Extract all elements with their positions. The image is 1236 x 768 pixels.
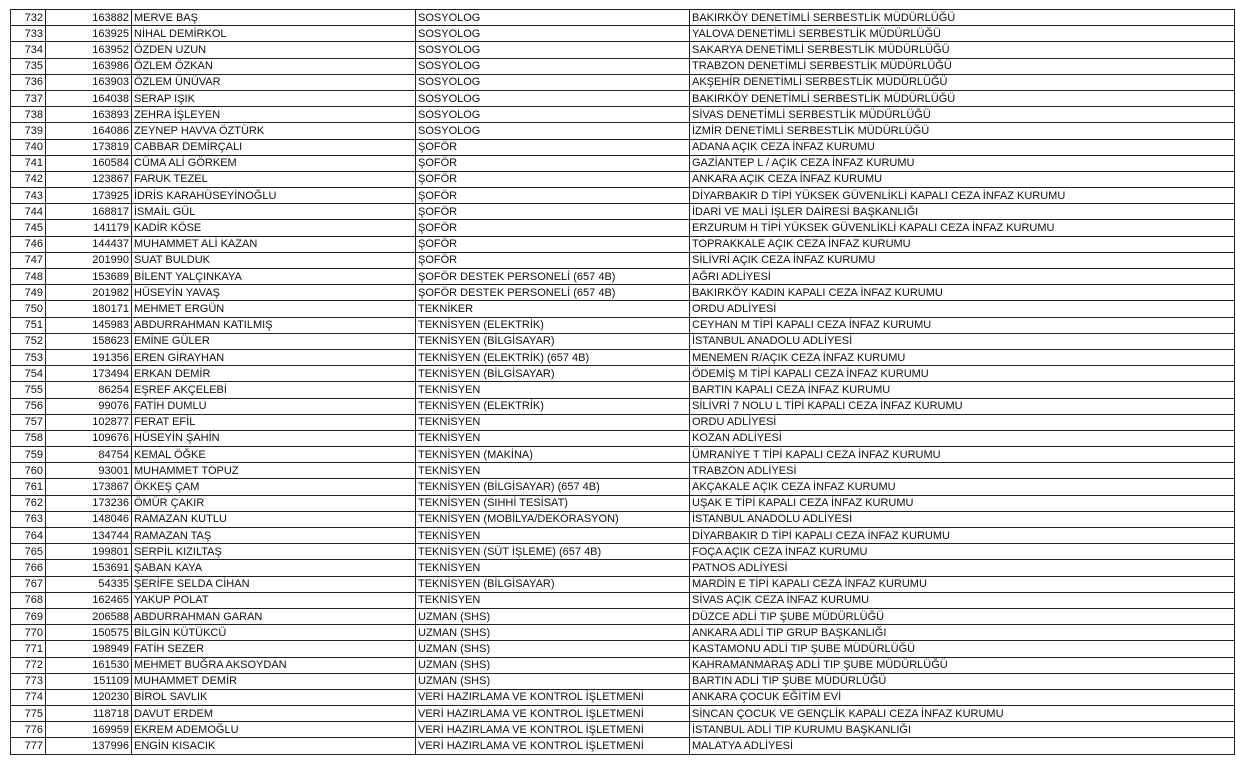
registry-number-cell: 163925 xyxy=(46,26,132,42)
registry-number-cell: 134744 xyxy=(46,528,132,544)
row-number-cell: 754 xyxy=(11,366,46,382)
registry-number-cell: 99076 xyxy=(46,398,132,414)
person-name-cell: ABDURRAHMAN KATILMIŞ xyxy=(132,317,416,333)
person-name-cell: FERAT EFİL xyxy=(132,414,416,430)
registry-number-cell: 148046 xyxy=(46,511,132,527)
row-number-cell: 759 xyxy=(11,447,46,463)
table-row xyxy=(11,58,1235,74)
job-title-cell: TEKNİKER xyxy=(416,301,690,317)
registry-number-cell: 163882 xyxy=(46,10,132,26)
person-name-cell: CÜMA ALİ GÖRKEM xyxy=(132,155,416,171)
registry-number-cell: 173867 xyxy=(46,479,132,495)
registry-number-cell: 145983 xyxy=(46,317,132,333)
job-title-cell: ŞOFÖR xyxy=(416,155,690,171)
row-number-cell: 749 xyxy=(11,285,46,301)
person-name-cell: NİHAL DEMİRKOL xyxy=(132,26,416,42)
registry-number-cell: 153689 xyxy=(46,269,132,285)
job-title-cell: SOSYOLOG xyxy=(416,107,690,123)
job-title-cell: TEKNİSYEN xyxy=(416,560,690,576)
row-number-cell: 760 xyxy=(11,463,46,479)
registry-number-cell: 198949 xyxy=(46,641,132,657)
row-number-cell: 741 xyxy=(11,155,46,171)
table-row xyxy=(11,269,1235,285)
registry-number-cell: 201990 xyxy=(46,252,132,268)
row-number-cell: 758 xyxy=(11,430,46,446)
registry-number-cell: 173236 xyxy=(46,495,132,511)
person-name-cell: MEHMET ERGÜN xyxy=(132,301,416,317)
person-name-cell: HÜSEYİN YAVAŞ xyxy=(132,285,416,301)
assigned-unit-cell: TRABZON ADLİYESİ xyxy=(690,463,1235,479)
person-name-cell: BİLENT YALÇINKAYA xyxy=(132,269,416,285)
assigned-unit-cell: ERZURUM H TİPİ YÜKSEK GÜVENLİKLİ KAPALI CEZA İNFAZ KURUMU xyxy=(690,220,1235,236)
table-row xyxy=(11,511,1235,527)
row-number-cell: 750 xyxy=(11,301,46,317)
assigned-unit-cell: İSTANBUL ANADOLU ADLİYESİ xyxy=(690,511,1235,527)
job-title-cell: ŞOFÖR xyxy=(416,236,690,252)
person-name-cell: BİROL SAVLIK xyxy=(132,689,416,705)
row-number-cell: 776 xyxy=(11,722,46,738)
registry-number-cell: 84754 xyxy=(46,447,132,463)
row-number-cell: 772 xyxy=(11,657,46,673)
registry-number-cell: 151109 xyxy=(46,673,132,689)
table-row xyxy=(11,171,1235,187)
row-number-cell: 735 xyxy=(11,58,46,74)
person-name-cell: BİLGİN KÜTÜKCÜ xyxy=(132,625,416,641)
person-name-cell: FARUK TEZEL xyxy=(132,171,416,187)
person-name-cell: MEHMET BUĞRA AKSOYDAN xyxy=(132,657,416,673)
job-title-cell: ŞOFÖR xyxy=(416,204,690,220)
table-row xyxy=(11,657,1235,673)
registry-number-cell: 173925 xyxy=(46,188,132,204)
person-name-cell: İSMAİL GÜL xyxy=(132,204,416,220)
table-row xyxy=(11,42,1235,58)
table-row xyxy=(11,317,1235,333)
job-title-cell: TEKNİSYEN (ELEKTRİK) (657 4B) xyxy=(416,349,690,365)
assigned-unit-cell: ADANA AÇIK CEZA İNFAZ KURUMU xyxy=(690,139,1235,155)
registry-number-cell: 123867 xyxy=(46,171,132,187)
job-title-cell: TEKNİSYEN (MAKİNA) xyxy=(416,447,690,463)
row-number-cell: 775 xyxy=(11,706,46,722)
job-title-cell: UZMAN (SHS) xyxy=(416,657,690,673)
table-row xyxy=(11,706,1235,722)
job-title-cell: ŞOFÖR DESTEK PERSONELİ (657 4B) xyxy=(416,285,690,301)
row-number-cell: 764 xyxy=(11,528,46,544)
registry-number-cell: 168817 xyxy=(46,204,132,220)
row-number-cell: 733 xyxy=(11,26,46,42)
assigned-unit-cell: ORDU ADLİYESİ xyxy=(690,414,1235,430)
table-row xyxy=(11,625,1235,641)
table-row xyxy=(11,236,1235,252)
person-name-cell: ENGİN KISACIK xyxy=(132,738,416,754)
row-number-cell: 753 xyxy=(11,349,46,365)
registry-number-cell: 86254 xyxy=(46,382,132,398)
job-title-cell: TEKNİSYEN (SIHHİ TESİSAT) xyxy=(416,495,690,511)
job-title-cell: SOSYOLOG xyxy=(416,58,690,74)
person-name-cell: ŞERİFE SELDA CİHAN xyxy=(132,576,416,592)
assigned-unit-cell: MALATYA ADLİYESİ xyxy=(690,738,1235,754)
person-name-cell: EREN GİRAYHAN xyxy=(132,349,416,365)
person-name-cell: FATİH SEZER xyxy=(132,641,416,657)
assigned-unit-cell: ANKARA AÇIK CEZA İNFAZ KURUMU xyxy=(690,171,1235,187)
registry-number-cell: 137996 xyxy=(46,738,132,754)
assigned-unit-cell: İZMİR DENETİMLİ SERBESTLİK MÜDÜRLÜĞÜ xyxy=(690,123,1235,139)
assigned-unit-cell: İSTANBUL ANADOLU ADLİYESİ xyxy=(690,333,1235,349)
table-row xyxy=(11,90,1235,106)
assigned-unit-cell: TOPRAKKALE AÇIK CEZA İNFAZ KURUMU xyxy=(690,236,1235,252)
person-name-cell: ZEHRA İŞLEYEN xyxy=(132,107,416,123)
job-title-cell: SOSYOLOG xyxy=(416,26,690,42)
registry-number-cell: 163903 xyxy=(46,74,132,90)
table-row xyxy=(11,188,1235,204)
row-number-cell: 746 xyxy=(11,236,46,252)
table-row xyxy=(11,592,1235,608)
job-title-cell: VERİ HAZIRLAMA VE KONTROL İŞLETMENİ xyxy=(416,738,690,754)
row-number-cell: 752 xyxy=(11,333,46,349)
registry-number-cell: 162465 xyxy=(46,592,132,608)
personnel-table xyxy=(10,9,1235,755)
row-number-cell: 757 xyxy=(11,414,46,430)
person-name-cell: ŞABAN KAYA xyxy=(132,560,416,576)
table-row xyxy=(11,10,1235,26)
assigned-unit-cell: KASTAMONU ADLİ TIP ŞUBE MÜDÜRLÜĞÜ xyxy=(690,641,1235,657)
assigned-unit-cell: GAZİANTEP L / AÇIK CEZA İNFAZ KURUMU xyxy=(690,155,1235,171)
assigned-unit-cell: DÜZCE ADLİ TIP ŞUBE MÜDÜRLÜĞÜ xyxy=(690,608,1235,624)
person-name-cell: EMİNE GÜLER xyxy=(132,333,416,349)
person-name-cell: ÖMÜR ÇAKIR xyxy=(132,495,416,511)
person-name-cell: ÖZLEM ÜNÜVAR xyxy=(132,74,416,90)
registry-number-cell: 160584 xyxy=(46,155,132,171)
row-number-cell: 745 xyxy=(11,220,46,236)
registry-number-cell: 173494 xyxy=(46,366,132,382)
assigned-unit-cell: FOÇA AÇIK CEZA İNFAZ KURUMU xyxy=(690,544,1235,560)
registry-number-cell: 206588 xyxy=(46,608,132,624)
registry-number-cell: 141179 xyxy=(46,220,132,236)
table-body xyxy=(11,10,1235,755)
job-title-cell: TEKNİSYEN (BİLGİSAYAR) xyxy=(416,366,690,382)
row-number-cell: 771 xyxy=(11,641,46,657)
registry-number-cell: 93001 xyxy=(46,463,132,479)
assigned-unit-cell: ÜMRANİYE T TİPİ KAPALI CEZA İNFAZ KURUMU xyxy=(690,447,1235,463)
registry-number-cell: 144437 xyxy=(46,236,132,252)
person-name-cell: MUHAMMET ALİ KAZAN xyxy=(132,236,416,252)
job-title-cell: SOSYOLOG xyxy=(416,42,690,58)
person-name-cell: CABBAR DEMİRÇALI xyxy=(132,139,416,155)
assigned-unit-cell: TRABZON DENETİMLİ SERBESTLİK MÜDÜRLÜĞÜ xyxy=(690,58,1235,74)
person-name-cell: MERVE BAŞ xyxy=(132,10,416,26)
assigned-unit-cell: AKŞEHİR DENETİMLİ SERBESTLİK MÜDÜRLÜĞÜ xyxy=(690,74,1235,90)
row-number-cell: 755 xyxy=(11,382,46,398)
job-title-cell: TEKNİSYEN (ELEKTRİK) xyxy=(416,317,690,333)
row-number-cell: 761 xyxy=(11,479,46,495)
person-name-cell: MUHAMMET DEMİR xyxy=(132,673,416,689)
person-name-cell: MUHAMMET TOPUZ xyxy=(132,463,416,479)
row-number-cell: 751 xyxy=(11,317,46,333)
assigned-unit-cell: ANKARA ÇOCUK EĞİTİM EVİ xyxy=(690,689,1235,705)
row-number-cell: 740 xyxy=(11,139,46,155)
row-number-cell: 732 xyxy=(11,10,46,26)
table-row xyxy=(11,204,1235,220)
table-row xyxy=(11,220,1235,236)
job-title-cell: TEKNİSYEN (BİLGİSAYAR) (657 4B) xyxy=(416,479,690,495)
row-number-cell: 743 xyxy=(11,188,46,204)
job-title-cell: TEKNİSYEN (ELEKTRİK) xyxy=(416,398,690,414)
row-number-cell: 736 xyxy=(11,74,46,90)
job-title-cell: TEKNİSYEN (MOBİLYA/DEKORASYON) xyxy=(416,511,690,527)
assigned-unit-cell: MARDİN E TİPİ KAPALI CEZA İNFAZ KURUMU xyxy=(690,576,1235,592)
row-number-cell: 777 xyxy=(11,738,46,754)
assigned-unit-cell: BAKIRKÖY KADIN KAPALI CEZA İNFAZ KURUMU xyxy=(690,285,1235,301)
job-title-cell: TEKNİSYEN (SÜT İŞLEME) (657 4B) xyxy=(416,544,690,560)
table-row xyxy=(11,301,1235,317)
row-number-cell: 767 xyxy=(11,576,46,592)
table-row xyxy=(11,74,1235,90)
table-row xyxy=(11,447,1235,463)
person-name-cell: YAKUP POLAT xyxy=(132,592,416,608)
row-number-cell: 739 xyxy=(11,123,46,139)
table-row xyxy=(11,560,1235,576)
assigned-unit-cell: SİNCAN ÇOCUK VE GENÇLİK KAPALI CEZA İNFAZ KURUMU xyxy=(690,706,1235,722)
table-row xyxy=(11,382,1235,398)
table-row xyxy=(11,252,1235,268)
assigned-unit-cell: CEYHAN M TİPİ KAPALI CEZA İNFAZ KURUMU xyxy=(690,317,1235,333)
assigned-unit-cell: PATNOS ADLİYESİ xyxy=(690,560,1235,576)
job-title-cell: VERİ HAZIRLAMA VE KONTROL İŞLETMENİ xyxy=(416,722,690,738)
table-row xyxy=(11,495,1235,511)
table-row xyxy=(11,107,1235,123)
assigned-unit-cell: ÖDEMİŞ M TİPİ KAPALI CEZA İNFAZ KURUMU xyxy=(690,366,1235,382)
job-title-cell: UZMAN (SHS) xyxy=(416,608,690,624)
job-title-cell: TEKNİSYEN xyxy=(416,382,690,398)
row-number-cell: 744 xyxy=(11,204,46,220)
registry-number-cell: 201982 xyxy=(46,285,132,301)
registry-number-cell: 164086 xyxy=(46,123,132,139)
job-title-cell: TEKNİSYEN xyxy=(416,592,690,608)
row-number-cell: 768 xyxy=(11,592,46,608)
row-number-cell: 742 xyxy=(11,171,46,187)
job-title-cell: ŞOFÖR xyxy=(416,171,690,187)
table-row xyxy=(11,528,1235,544)
table-row xyxy=(11,738,1235,754)
table-row xyxy=(11,641,1235,657)
table-row xyxy=(11,722,1235,738)
person-name-cell: ZEYNEP HAVVA ÖZTÜRK xyxy=(132,123,416,139)
assigned-unit-cell: AĞRI ADLİYESİ xyxy=(690,269,1235,285)
job-title-cell: TEKNİSYEN (BİLGİSAYAR) xyxy=(416,576,690,592)
assigned-unit-cell: DİYARBAKIR D TİPİ YÜKSEK GÜVENLİKLİ KAPALI CEZA İNFAZ KURUMU xyxy=(690,188,1235,204)
person-name-cell: DAVUT ERDEM xyxy=(132,706,416,722)
assigned-unit-cell: BAKIRKÖY DENETİMLİ SERBESTLİK MÜDÜRLÜĞÜ xyxy=(690,90,1235,106)
row-number-cell: 748 xyxy=(11,269,46,285)
person-name-cell: KEMAL ÖĞKE xyxy=(132,447,416,463)
row-number-cell: 734 xyxy=(11,42,46,58)
registry-number-cell: 109676 xyxy=(46,430,132,446)
assigned-unit-cell: YALOVA DENETİMLİ SERBESTLİK MÜDÜRLÜĞÜ xyxy=(690,26,1235,42)
registry-number-cell: 169959 xyxy=(46,722,132,738)
table-row xyxy=(11,333,1235,349)
table-row xyxy=(11,366,1235,382)
person-name-cell: RAMAZAN TAŞ xyxy=(132,528,416,544)
job-title-cell: VERİ HAZIRLAMA VE KONTROL İŞLETMENİ xyxy=(416,706,690,722)
assigned-unit-cell: ANKARA ADLİ TIP GRUP BAŞKANLIĞI xyxy=(690,625,1235,641)
person-name-cell: RAMAZAN KUTLU xyxy=(132,511,416,527)
job-title-cell: SOSYOLOG xyxy=(416,10,690,26)
job-title-cell: TEKNİSYEN xyxy=(416,463,690,479)
registry-number-cell: 191356 xyxy=(46,349,132,365)
registry-number-cell: 163952 xyxy=(46,42,132,58)
person-name-cell: KADİR KÖSE xyxy=(132,220,416,236)
job-title-cell: VERİ HAZIRLAMA VE KONTROL İŞLETMENİ xyxy=(416,689,690,705)
person-name-cell: EŞREF AKÇELEBİ xyxy=(132,382,416,398)
table-row xyxy=(11,26,1235,42)
person-name-cell: SUAT BULDUK xyxy=(132,252,416,268)
person-name-cell: SERAP IŞIK xyxy=(132,90,416,106)
person-name-cell: HÜSEYİN ŞAHİN xyxy=(132,430,416,446)
assigned-unit-cell: MENEMEN R/AÇIK CEZA İNFAZ KURUMU xyxy=(690,349,1235,365)
assigned-unit-cell: BARTIN KAPALI CEZA İNFAZ KURUMU xyxy=(690,382,1235,398)
table-row xyxy=(11,123,1235,139)
person-name-cell: ÖKKEŞ ÇAM xyxy=(132,479,416,495)
job-title-cell: ŞOFÖR xyxy=(416,252,690,268)
job-title-cell: UZMAN (SHS) xyxy=(416,673,690,689)
assigned-unit-cell: KAHRAMANMARAŞ ADLİ TIP ŞUBE MÜDÜRLÜĞÜ xyxy=(690,657,1235,673)
registry-number-cell: 120230 xyxy=(46,689,132,705)
assigned-unit-cell: BARTIN ADLİ TIP ŞUBE MÜDÜRLÜĞÜ xyxy=(690,673,1235,689)
row-number-cell: 766 xyxy=(11,560,46,576)
job-title-cell: SOSYOLOG xyxy=(416,74,690,90)
registry-number-cell: 158623 xyxy=(46,333,132,349)
person-name-cell: ÖZDEN UZUN xyxy=(132,42,416,58)
row-number-cell: 738 xyxy=(11,107,46,123)
table-row xyxy=(11,398,1235,414)
assigned-unit-cell: KOZAN ADLİYESİ xyxy=(690,430,1235,446)
table-row xyxy=(11,673,1235,689)
table-row xyxy=(11,430,1235,446)
row-number-cell: 769 xyxy=(11,608,46,624)
registry-number-cell: 163893 xyxy=(46,107,132,123)
person-name-cell: İDRİS KARAHÜSEYİNOĞLU xyxy=(132,188,416,204)
table-row xyxy=(11,479,1235,495)
row-number-cell: 770 xyxy=(11,625,46,641)
job-title-cell: TEKNİSYEN xyxy=(416,430,690,446)
assigned-unit-cell: SİVAS DENETİMLİ SERBESTLİK MÜDÜRLÜĞÜ xyxy=(690,107,1235,123)
row-number-cell: 774 xyxy=(11,689,46,705)
registry-number-cell: 163986 xyxy=(46,58,132,74)
person-name-cell: ERKAN DEMİR xyxy=(132,366,416,382)
assigned-unit-cell: ORDU ADLİYESİ xyxy=(690,301,1235,317)
assigned-unit-cell: İSTANBUL ADLİ TIP KURUMU BAŞKANLIĞI xyxy=(690,722,1235,738)
assigned-unit-cell: SİLİVRİ AÇIK CEZA İNFAZ KURUMU xyxy=(690,252,1235,268)
assigned-unit-cell: AKÇAKALE AÇIK CEZA İNFAZ KURUMU xyxy=(690,479,1235,495)
table-row xyxy=(11,463,1235,479)
registry-number-cell: 199801 xyxy=(46,544,132,560)
person-name-cell: ABDURRAHMAN GARAN xyxy=(132,608,416,624)
job-title-cell: TEKNİSYEN xyxy=(416,414,690,430)
row-number-cell: 747 xyxy=(11,252,46,268)
job-title-cell: ŞOFÖR xyxy=(416,220,690,236)
registry-number-cell: 180171 xyxy=(46,301,132,317)
job-title-cell: SOSYOLOG xyxy=(416,123,690,139)
table-row xyxy=(11,576,1235,592)
job-title-cell: ŞOFÖR xyxy=(416,139,690,155)
registry-number-cell: 54335 xyxy=(46,576,132,592)
person-name-cell: FATİH DUMLU xyxy=(132,398,416,414)
job-title-cell: TEKNİSYEN xyxy=(416,528,690,544)
table-row xyxy=(11,689,1235,705)
registry-number-cell: 164038 xyxy=(46,90,132,106)
registry-number-cell: 150575 xyxy=(46,625,132,641)
person-name-cell: SERPİL KIZILTAŞ xyxy=(132,544,416,560)
registry-number-cell: 153691 xyxy=(46,560,132,576)
person-name-cell: EKREM ADEMOĞLU xyxy=(132,722,416,738)
job-title-cell: UZMAN (SHS) xyxy=(416,641,690,657)
row-number-cell: 773 xyxy=(11,673,46,689)
assigned-unit-cell: UŞAK E TİPİ KAPALI CEZA İNFAZ KURUMU xyxy=(690,495,1235,511)
table-row xyxy=(11,285,1235,301)
assigned-unit-cell: SAKARYA DENETİMLİ SERBESTLİK MÜDÜRLÜĞÜ xyxy=(690,42,1235,58)
table-row xyxy=(11,544,1235,560)
assigned-unit-cell: BAKIRKÖY DENETİMLİ SERBESTLİK MÜDÜRLÜĞÜ xyxy=(690,10,1235,26)
table-row xyxy=(11,414,1235,430)
registry-number-cell: 173819 xyxy=(46,139,132,155)
row-number-cell: 737 xyxy=(11,90,46,106)
row-number-cell: 762 xyxy=(11,495,46,511)
assigned-unit-cell: İDARİ VE MALİ İŞLER DAİRESİ BAŞKANLIĞI xyxy=(690,204,1235,220)
registry-number-cell: 118718 xyxy=(46,706,132,722)
person-name-cell: ÖZLEM ÖZKAN xyxy=(132,58,416,74)
job-title-cell: TEKNİSYEN (BİLGİSAYAR) xyxy=(416,333,690,349)
registry-number-cell: 102877 xyxy=(46,414,132,430)
table-row xyxy=(11,139,1235,155)
table-row xyxy=(11,155,1235,171)
row-number-cell: 765 xyxy=(11,544,46,560)
job-title-cell: ŞOFÖR xyxy=(416,188,690,204)
table-row xyxy=(11,349,1235,365)
assigned-unit-cell: DİYARBAKIR D TİPİ KAPALI CEZA İNFAZ KURUMU xyxy=(690,528,1235,544)
job-title-cell: SOSYOLOG xyxy=(416,90,690,106)
registry-number-cell: 161530 xyxy=(46,657,132,673)
table-row xyxy=(11,608,1235,624)
assigned-unit-cell: SİLİVRİ 7 NOLU L TİPİ KAPALI CEZA İNFAZ KURUMU xyxy=(690,398,1235,414)
row-number-cell: 763 xyxy=(11,511,46,527)
row-number-cell: 756 xyxy=(11,398,46,414)
assigned-unit-cell: SİVAS AÇIK CEZA İNFAZ KURUMU xyxy=(690,592,1235,608)
job-title-cell: UZMAN (SHS) xyxy=(416,625,690,641)
job-title-cell: ŞOFÖR DESTEK PERSONELİ (657 4B) xyxy=(416,269,690,285)
